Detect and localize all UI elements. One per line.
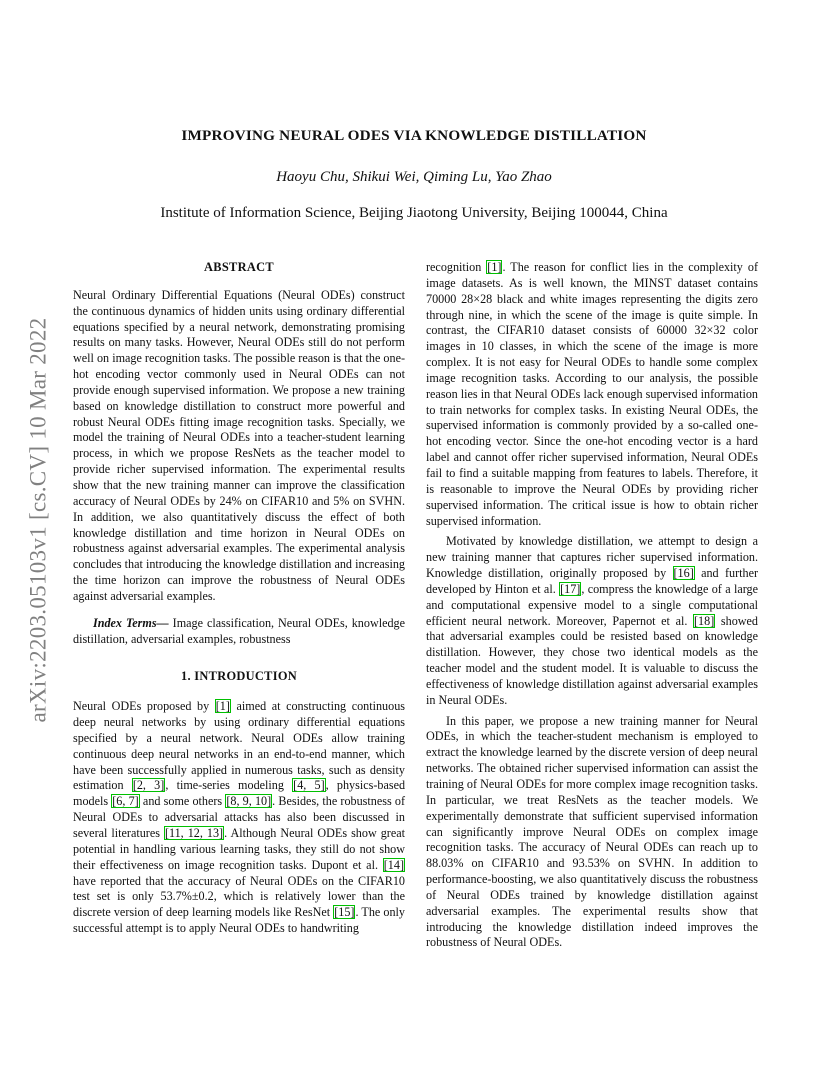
intro-paragraph-1-continued: recognition [1]. The reason for conflict lies in the complexity of image datasets. As is well known, the MINST dataset contains 70000 28×28 black and white images representing the digits zero through nine, in which the scene of the image is quite simple. In contrast, the CIFAR10 dataset consists of 60000 32×32 color images in 10 classes, in which the scene of the image is more complex. It is not easy for Neural ODEs to handle some complex image recognition tasks. According to our analysis, the possible reason lies in that Neural ODEs lack enough supervised information to train networks for complex tasks. In existing Neural ODEs, the supervised information is commonly provided by a so-called one-hot encoding vector. Since the one-hot encoding vector is a hard label and cannot offer richer supervised information, Neural ODEs fail to find a suitable mapping from features to labels. Therefore, it is reasonable to improve the Neural ODEs by providing richer supervised information. The critical issue is how to obtain richer supervised information.: [426, 260, 758, 528]
citation-link[interactable]: [16]: [673, 566, 694, 581]
paper-authors: Haoyu Chu, Shikui Wei, Qiming Lu, Yao Zhao: [276, 169, 552, 185]
citation-link[interactable]: [1]: [215, 699, 230, 714]
citation-link[interactable]: [4, 5]: [293, 778, 325, 793]
intro-paragraph-2: Motivated by knowledge distillation, we attempt to design a new training manner that captures richer supervised information. Knowledge distillation, originally proposed by [16] and further developed by Hinton et al. [17], compress the knowledge of a large and computational expensive model to a single computational efficient neural network. Moreover, Papernot et al. [18] showed that adversarial examples could be resisted based on knowledge distillation. However, they chose two identical models as the teacher model and the student model. It is valuable to discuss the effectiveness of knowledge distillation against adversarial examples in Neural ODEs.: [426, 534, 758, 707]
right-column: [426, 260, 758, 951]
citation-link[interactable]: [8, 9, 10]: [226, 794, 272, 809]
introduction-heading: 1. INTRODUCTION: [180, 669, 298, 684]
abstract-heading: ABSTRACT: [204, 260, 274, 274]
citation-link[interactable]: [18]: [694, 613, 715, 628]
citation-link[interactable]: [1]: [487, 260, 502, 274]
index-terms-text: Image classification, Neural ODEs, knowledge distillation, adversarial examples, robustness: [73, 615, 405, 646]
citation-link[interactable]: [2, 3]: [132, 778, 165, 793]
citation-link[interactable]: [14]: [383, 857, 404, 872]
citation-link[interactable]: [15]: [334, 905, 355, 920]
arxiv-identifier: [18, 280, 58, 760]
intro-paragraph-1: Neural ODEs proposed by [1] aimed at constructing continuous deep neural networks by using ordinary differential equations specified by a neural network. Neural ODEs allow training continuous deep neural networks in an end-to-end manner, which have been successfully applied in numerous tasks, such as density estimation [2, 3], time-series modeling [4, 5], physics-based models [6, 7] and some others [8, 9, 10]. Besides, the robustness of Neural ODEs to adversarial attacks has also been discussed in several literatures [11, 12, 13]. Although Neural ODEs show great potential in handling various learning tasks, they still do not show their effectiveness on image recognition tasks. Dupont et al. [14] have reported that the accuracy of Neural ODEs on the CIFAR10 test set is only 53.7%±0.2, which is relatively lower than the discrete version of deep learning models like ResNet [15]. The only successful attempt is to apply Neural ODEs to handwriting: [73, 699, 406, 936]
index-terms: [73, 616, 405, 648]
abstract-body: Neural Ordinary Differential Equations (Neural ODEs) construct the continuous dynamics of hidden units using ordinary differential equations specified by a neural network, demonstrating promising results on many tasks. However, Neural ODEs still do not perform well on image recognition tasks. The possible reason is that the one-hot encoding vector commonly used in Neural ODEs can not provide enough supervised information. We propose a new training based on knowledge distillation to construct more powerful and robust Neural ODEs fitting image recognition tasks. Specially, we model the training of Neural ODEs into a teacher-student learning process, in which we propose ResNets as the teacher model to provide richer supervised information. The experimental results show that the new training manner can improve the classification accuracy of Neural ODEs by 24% on CIFAR10 and 5% on SVHN. In addition, we also quantitatively discuss the effect of both knowledge distillation and time horizon in Neural ODEs on robustness against adversarial examples. The experimental analysis concludes that introducing the knowledge distillation and increasing the time horizon can improve the robustness of Neural ODEs against adversarial examples.: [73, 287, 405, 603]
citation-link[interactable]: [11, 12, 13]: [164, 826, 224, 840]
arxiv-id-text: arXiv:2203.05103v1 [cs.CV] 10 Mar 2022: [25, 317, 50, 723]
citation-link[interactable]: [17]: [560, 581, 581, 596]
intro-paragraph-3: In this paper, we propose a new training manner for Neural ODEs, in which the teacher-student mechanism is employed to extract the knowledge learned by the discrete version of deep neural networks. The obtained richer supervised information can assist the training of Neural ODEs for more complex image recognition tasks. In particular, we treat ResNets as the teacher models. We experimentally demonstrate that sufficient supervised information can significantly improve Neural ODEs on complex image recognition tasks. The accuracy of Neural ODEs can reach up to 88.03% on CIFAR10 and 93.53% on SVHN. In addition to performance-boosting, we also quantitatively discuss the robustness of Neural ODEs trained by knowledge distillation against adversarial examples. The experimental results show that introducing the knowledge distillation indeed improves the robustness of Neural ODEs.: [426, 713, 758, 950]
index-terms-label: Index Terms—: [93, 615, 169, 630]
citation-link[interactable]: [6, 7]: [112, 794, 139, 809]
paper-title: IMPROVING NEURAL ODES VIA KNOWLEDGE DISTILLATION: [181, 127, 647, 144]
left-column: [73, 260, 405, 937]
paper-affiliation: Institute of Information Science, Beijing Jiaotong University, Beijing 100044, China: [160, 205, 668, 221]
